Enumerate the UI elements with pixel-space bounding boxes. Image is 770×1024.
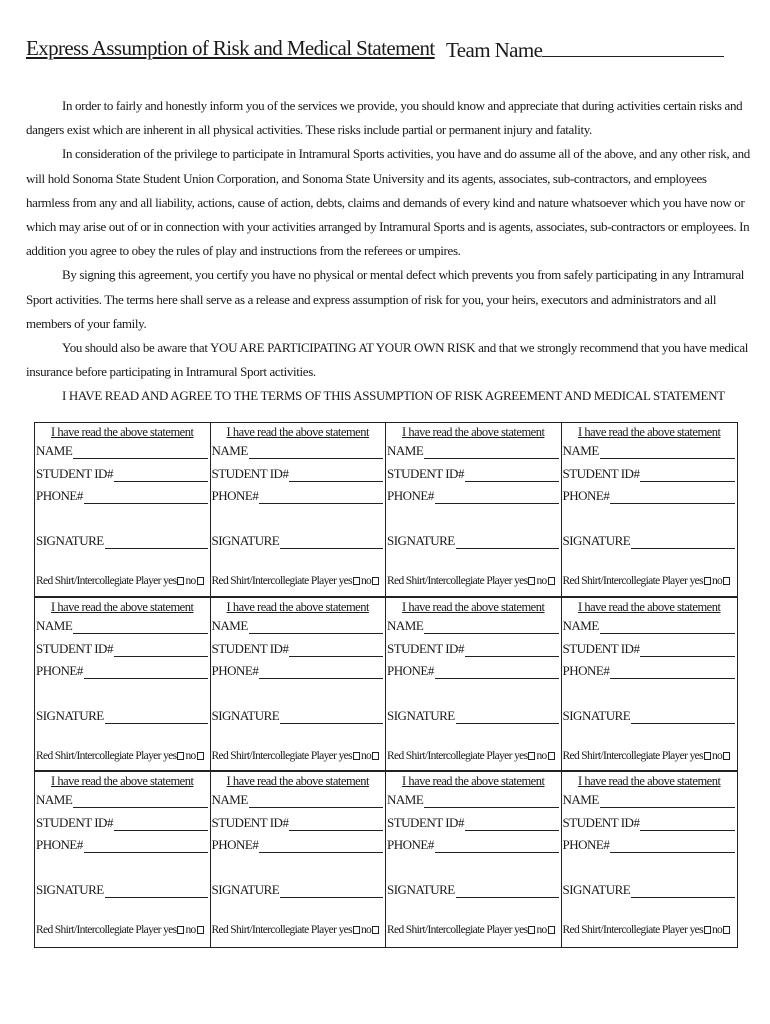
yes-checkbox[interactable]	[704, 577, 711, 585]
player-label: Red Shirt/Intercollegiate Player	[36, 575, 161, 587]
phone-label: PHONE#	[36, 837, 83, 853]
player-label: Red Shirt/Intercollegiate Player	[211, 749, 337, 762]
student-id-field[interactable]	[36, 815, 208, 831]
student-id-field[interactable]	[36, 641, 208, 657]
no-checkbox[interactable]	[372, 577, 379, 585]
name-label: NAME	[36, 792, 73, 808]
signature-field[interactable]	[387, 533, 559, 549]
signature-field[interactable]	[212, 708, 384, 724]
signature-field[interactable]	[36, 708, 208, 724]
signature-label: SIGNATURE	[387, 882, 455, 898]
paragraph-agreement: I HAVE READ AND AGREE TO THE TERMS OF THIS ASSUMPTION OF RISK AGREEMENT AND MEDICAL STATEMENT	[62, 388, 725, 404]
signature-label: SIGNATURE	[562, 533, 631, 548]
yes-checkbox[interactable]	[353, 752, 360, 760]
name-line[interactable]	[73, 622, 207, 634]
name-line[interactable]	[249, 622, 383, 634]
name-field[interactable]	[212, 618, 384, 634]
phone-field[interactable]	[36, 488, 208, 504]
student-id-line[interactable]	[114, 645, 208, 657]
name-label: NAME	[562, 443, 599, 458]
card-heading: I have read the above statement	[578, 774, 721, 789]
phone-field[interactable]	[212, 663, 384, 679]
team-name-field[interactable]	[446, 36, 724, 63]
name-line[interactable]	[424, 796, 558, 808]
player-question	[36, 924, 205, 936]
name-field[interactable]	[387, 792, 559, 808]
signature-line[interactable]	[456, 537, 559, 549]
yes-label: yes	[514, 575, 528, 587]
card-heading: I have read the above statement	[578, 599, 721, 614]
no-label: no	[711, 924, 723, 937]
player-label: Red Shirt/Intercollegiate Player	[387, 749, 512, 762]
signature-label: SIGNATURE	[36, 533, 104, 548]
phone-field[interactable]	[563, 837, 736, 853]
name-label: NAME	[387, 617, 424, 633]
phone-field[interactable]	[36, 837, 208, 853]
student-id-label: STUDENT ID#	[36, 815, 113, 831]
signature-card	[562, 772, 738, 947]
phone-label: PHONE#	[36, 488, 83, 503]
name-line[interactable]	[600, 796, 735, 808]
card-heading: I have read the above statement	[578, 425, 721, 439]
phone-label: PHONE#	[562, 488, 610, 503]
card-heading: I have read the above statement	[402, 425, 545, 439]
phone-line[interactable]	[610, 667, 735, 679]
phone-label: PHONE#	[562, 662, 610, 678]
signature-card	[386, 598, 562, 773]
phone-field[interactable]	[212, 488, 384, 504]
card-heading: I have read the above statement	[51, 425, 194, 439]
signature-card	[562, 598, 738, 773]
name-field[interactable]	[212, 792, 384, 808]
signature-label: SIGNATURE	[211, 707, 280, 723]
signature-label: SIGNATURE	[387, 533, 455, 548]
yes-label: yes	[338, 924, 352, 937]
no-checkbox[interactable]	[723, 752, 730, 760]
student-id-field[interactable]	[212, 466, 384, 482]
student-id-line[interactable]	[289, 819, 383, 831]
paragraph-certification: By signing this agreement, you certify you have no physical or mental defect which prevents you from safely participating in any Intramural Sport activities. The terms here shall serve as a release and express assumption of risk for you, your heirs, executors and administrators and all members of your family.	[26, 267, 745, 331]
no-checkbox[interactable]	[548, 752, 555, 760]
phone-line[interactable]	[259, 667, 383, 679]
student-id-label: STUDENT ID#	[211, 466, 289, 481]
name-label: NAME	[562, 617, 599, 633]
name-line[interactable]	[73, 447, 207, 459]
player-label: Red Shirt/Intercollegiate Player	[36, 924, 161, 937]
player-question	[212, 924, 381, 936]
phone-line[interactable]	[435, 841, 559, 853]
phone-field[interactable]	[387, 488, 559, 504]
signature-label: SIGNATURE	[36, 882, 104, 898]
signature-line[interactable]	[105, 886, 208, 898]
signature-field[interactable]	[563, 708, 736, 724]
signature-line[interactable]	[105, 712, 208, 724]
no-checkbox[interactable]	[723, 926, 730, 934]
signature-label: SIGNATURE	[211, 882, 280, 898]
student-id-line[interactable]	[114, 470, 208, 482]
player-label: Red Shirt/Intercollegiate Player	[211, 575, 337, 587]
signature-card	[386, 423, 562, 598]
yes-checkbox[interactable]	[528, 577, 535, 585]
student-id-label: STUDENT ID#	[36, 466, 113, 481]
no-label: no	[185, 575, 196, 587]
no-label: no	[711, 575, 723, 587]
name-field[interactable]	[387, 443, 559, 459]
no-label: no	[536, 924, 547, 937]
card-heading: I have read the above statement	[226, 774, 369, 789]
player-label: Red Shirt/Intercollegiate Player	[387, 575, 512, 587]
signature-card	[211, 598, 387, 773]
player-label: Red Shirt/Intercollegiate Player	[387, 924, 512, 937]
paragraph-risks: In order to fairly and honestly inform you of the services we provide, you should know and appreciate that during activities certain risks and dangers exist which are inherent in all physical activities. These risks include partial or permanent injury and fatality.	[26, 98, 743, 138]
phone-line[interactable]	[610, 492, 735, 504]
player-label: Red Shirt/Intercollegiate Player	[562, 924, 688, 937]
signature-field[interactable]	[563, 533, 736, 549]
signature-card	[35, 598, 211, 773]
signature-line[interactable]	[105, 537, 208, 549]
phone-line[interactable]	[84, 667, 208, 679]
player-label: Red Shirt/Intercollegiate Player	[562, 749, 688, 762]
no-label: no	[360, 749, 372, 762]
student-id-field[interactable]	[387, 641, 559, 657]
phone-line[interactable]	[84, 841, 208, 853]
yes-label: yes	[689, 924, 703, 937]
signature-field[interactable]	[212, 882, 384, 898]
phone-line[interactable]	[84, 492, 208, 504]
yes-label: yes	[163, 924, 177, 937]
name-field[interactable]	[36, 792, 208, 808]
name-line[interactable]	[73, 796, 207, 808]
player-question	[563, 750, 732, 762]
signature-line[interactable]	[631, 886, 735, 898]
no-checkbox[interactable]	[723, 577, 730, 585]
signature-grid	[34, 422, 738, 948]
phone-line[interactable]	[259, 841, 383, 853]
signature-line[interactable]	[280, 537, 383, 549]
no-checkbox[interactable]	[548, 577, 555, 585]
player-question	[563, 924, 732, 936]
student-id-label: STUDENT ID#	[387, 815, 464, 831]
student-id-line[interactable]	[640, 470, 735, 482]
student-id-label: STUDENT ID#	[387, 640, 464, 656]
signature-field[interactable]	[563, 882, 736, 898]
phone-field[interactable]	[563, 663, 736, 679]
player-question	[387, 575, 556, 587]
name-label: NAME	[211, 617, 248, 633]
student-id-line[interactable]	[465, 645, 559, 657]
yes-label: yes	[689, 749, 703, 762]
signature-line[interactable]	[631, 712, 735, 724]
student-id-line[interactable]	[114, 819, 208, 831]
player-label: Red Shirt/Intercollegiate Player	[211, 924, 337, 937]
student-id-label: STUDENT ID#	[562, 815, 640, 831]
student-id-line[interactable]	[289, 470, 383, 482]
student-id-label: STUDENT ID#	[36, 640, 113, 656]
student-id-field[interactable]	[387, 466, 559, 482]
student-id-field[interactable]	[212, 641, 384, 657]
phone-line[interactable]	[435, 492, 559, 504]
document-header	[26, 36, 726, 68]
player-question	[387, 924, 556, 936]
phone-label: PHONE#	[36, 662, 83, 678]
yes-checkbox[interactable]	[177, 577, 184, 585]
yes-label: yes	[163, 749, 177, 762]
signature-line[interactable]	[631, 537, 735, 549]
phone-line[interactable]	[259, 492, 383, 504]
yes-label: yes	[163, 575, 177, 587]
phone-field[interactable]	[36, 663, 208, 679]
signature-card	[35, 423, 211, 598]
card-heading: I have read the above statement	[402, 774, 545, 789]
signature-label: SIGNATURE	[211, 533, 280, 548]
signature-field[interactable]	[36, 882, 208, 898]
phone-field[interactable]	[387, 837, 559, 853]
yes-label: yes	[338, 749, 352, 762]
signature-line[interactable]	[456, 712, 559, 724]
name-label: NAME	[387, 443, 424, 458]
signature-label: SIGNATURE	[562, 882, 631, 898]
player-question	[387, 750, 556, 762]
no-checkbox[interactable]	[197, 926, 204, 934]
no-label: no	[360, 924, 372, 937]
player-label: Red Shirt/Intercollegiate Player	[36, 749, 161, 762]
name-field[interactable]	[563, 792, 736, 808]
phone-field[interactable]	[212, 837, 384, 853]
player-question	[36, 750, 205, 762]
signature-card	[386, 772, 562, 947]
signature-field[interactable]	[36, 533, 208, 549]
signature-card	[562, 423, 738, 598]
card-heading: I have read the above statement	[226, 425, 369, 439]
yes-label: yes	[338, 575, 352, 587]
no-checkbox[interactable]	[372, 752, 379, 760]
signature-label: SIGNATURE	[562, 707, 631, 723]
paragraph-liability: In consideration of the privilege to participate in Intramural Sports activities, you have and do assume all of the above, and any other risk, and will hold Sonoma State Student Union Corporation, and Sonoma State University and its agents, associates, sub-contractors, and employees harmless from any and all liability, actions, cause of action, debts, claims and demands of every kind and nature whatsoever which you have now or which may arise out of or in connection with your activities arranged by Intramural Sports and is agents, associates, sub-contractors or employees. In addition you agree to obey the rules of play and instructions from the referees or umpires.	[26, 146, 750, 259]
student-id-line[interactable]	[640, 819, 735, 831]
name-line[interactable]	[600, 447, 735, 459]
yes-label: yes	[689, 575, 703, 587]
name-label: NAME	[387, 792, 424, 808]
no-label: no	[185, 924, 196, 937]
name-field[interactable]	[36, 443, 208, 459]
phone-label: PHONE#	[387, 837, 434, 853]
yes-checkbox[interactable]	[528, 926, 535, 934]
name-label: NAME	[36, 617, 73, 633]
signature-card	[211, 772, 387, 947]
phone-label: PHONE#	[211, 662, 259, 678]
player-question	[36, 575, 205, 587]
player-question	[212, 575, 381, 587]
student-id-label: STUDENT ID#	[562, 640, 640, 656]
name-label: NAME	[36, 443, 73, 458]
phone-line[interactable]	[435, 667, 559, 679]
card-heading: I have read the above statement	[51, 774, 194, 789]
student-id-field[interactable]	[387, 815, 559, 831]
signature-card	[35, 772, 211, 947]
student-id-field[interactable]	[563, 466, 736, 482]
signature-line[interactable]	[280, 712, 383, 724]
yes-checkbox[interactable]	[704, 926, 711, 934]
name-field[interactable]	[36, 618, 208, 634]
team-name-label: Team Name	[446, 38, 543, 62]
student-id-line[interactable]	[289, 645, 383, 657]
player-question	[212, 750, 381, 762]
no-label: no	[536, 749, 547, 762]
agreement-text	[26, 94, 750, 409]
student-id-line[interactable]	[465, 819, 559, 831]
name-field[interactable]	[387, 618, 559, 634]
phone-field[interactable]	[563, 488, 736, 504]
yes-checkbox[interactable]	[177, 926, 184, 934]
name-label: NAME	[211, 443, 248, 458]
student-id-line[interactable]	[640, 645, 735, 657]
phone-label: PHONE#	[211, 488, 259, 503]
name-field[interactable]	[563, 618, 736, 634]
no-label: no	[536, 575, 547, 587]
signature-label: SIGNATURE	[387, 707, 455, 723]
no-checkbox[interactable]	[372, 926, 379, 934]
no-label: no	[711, 749, 723, 762]
student-id-label: STUDENT ID#	[562, 466, 640, 481]
paragraph-insurance: You should also be aware that YOU ARE PARTICIPATING AT YOUR OWN RISK and that we strongly recommend that you have medical insurance before participating in Intramural Sport activities.	[26, 340, 749, 380]
player-question	[563, 575, 732, 587]
yes-label: yes	[514, 924, 528, 937]
student-id-field[interactable]	[36, 466, 208, 482]
phone-label: PHONE#	[387, 488, 434, 503]
student-id-line[interactable]	[465, 470, 559, 482]
name-line[interactable]	[424, 622, 558, 634]
signature-line[interactable]	[280, 886, 383, 898]
no-checkbox[interactable]	[197, 577, 204, 585]
no-label: no	[360, 575, 372, 587]
yes-checkbox[interactable]	[353, 577, 360, 585]
name-label: NAME	[211, 792, 248, 808]
student-id-field[interactable]	[563, 641, 736, 657]
yes-checkbox[interactable]	[177, 752, 184, 760]
student-id-label: STUDENT ID#	[387, 466, 464, 481]
no-label: no	[185, 749, 196, 762]
signature-field[interactable]	[387, 882, 559, 898]
name-line[interactable]	[424, 447, 558, 459]
name-line[interactable]	[600, 622, 735, 634]
phone-field[interactable]	[387, 663, 559, 679]
student-id-label: STUDENT ID#	[211, 815, 289, 831]
no-checkbox[interactable]	[548, 926, 555, 934]
name-field[interactable]	[212, 443, 384, 459]
student-id-label: STUDENT ID#	[211, 640, 289, 656]
card-heading: I have read the above statement	[51, 599, 194, 614]
phone-line[interactable]	[610, 841, 735, 853]
signature-field[interactable]	[387, 708, 559, 724]
card-heading: I have read the above statement	[402, 599, 545, 614]
document-title: Express Assumption of Risk and Medical Statement	[26, 36, 435, 60]
card-heading: I have read the above statement	[226, 599, 369, 614]
signature-label: SIGNATURE	[36, 707, 104, 723]
phone-label: PHONE#	[211, 837, 259, 853]
name-field[interactable]	[563, 443, 736, 459]
student-id-field[interactable]	[563, 815, 736, 831]
no-checkbox[interactable]	[197, 752, 204, 760]
phone-label: PHONE#	[562, 837, 610, 853]
yes-label: yes	[514, 749, 528, 762]
phone-label: PHONE#	[387, 662, 434, 678]
player-label: Red Shirt/Intercollegiate Player	[562, 575, 688, 587]
student-id-field[interactable]	[212, 815, 384, 831]
signature-line[interactable]	[456, 886, 559, 898]
yes-checkbox[interactable]	[704, 752, 711, 760]
signature-card	[211, 423, 387, 598]
yes-checkbox[interactable]	[353, 926, 360, 934]
yes-checkbox[interactable]	[528, 752, 535, 760]
name-label: NAME	[562, 792, 599, 808]
name-line[interactable]	[249, 447, 383, 459]
team-name-line[interactable]	[542, 36, 724, 57]
signature-field[interactable]	[212, 533, 384, 549]
name-line[interactable]	[249, 796, 383, 808]
